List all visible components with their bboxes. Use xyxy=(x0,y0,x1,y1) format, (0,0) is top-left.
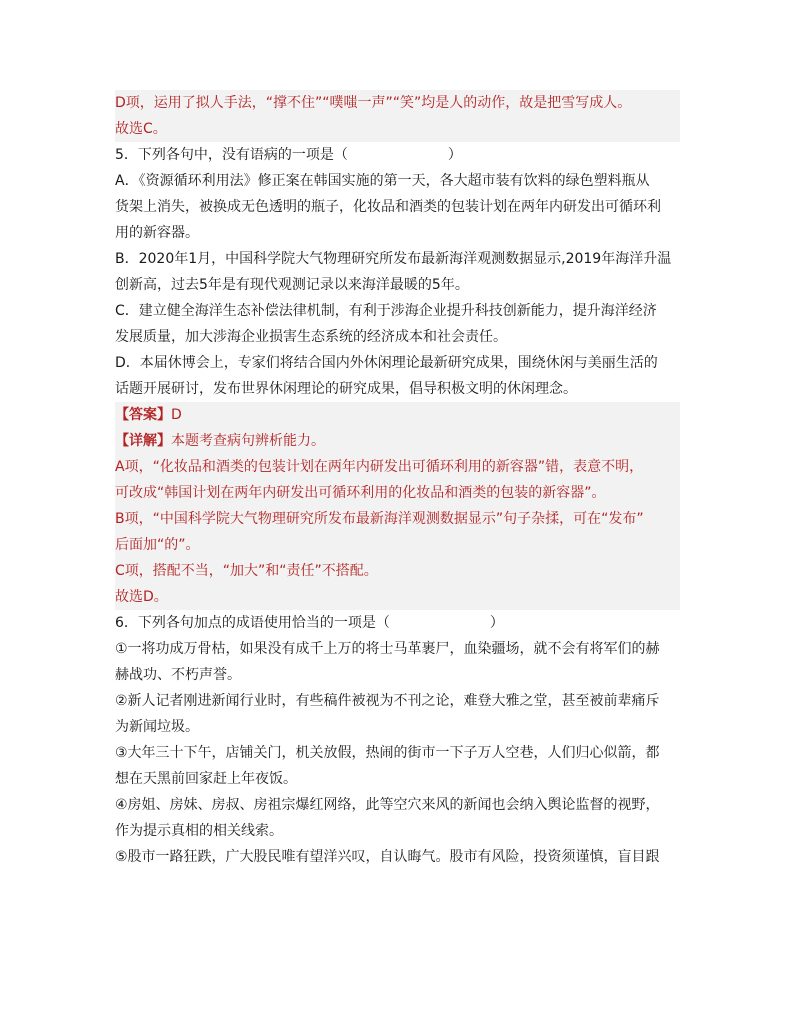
explanation-line: C项，搭配不当，“加大”和“责任”不搭配。 xyxy=(115,563,378,579)
explanation-line: B项，“中国科学院大气物理研究所发布最新海洋观测数据显示”句子杂揉，可在“发布” xyxy=(115,511,644,527)
option-line: 用的新容器。 xyxy=(115,225,199,241)
sentence-line: 为新闻垃圾。 xyxy=(115,719,199,735)
option-line: C．建立健全海洋生态补偿法律机制，有利于涉海企业提升科技创新能力，提升海洋经济 xyxy=(115,303,657,319)
detail-label: 【详解】 xyxy=(115,433,171,449)
option-line: A．《资源循环利用法》修正案在韩国实施的第一天，各大超市装有饮料的绿色塑料瓶从 xyxy=(115,173,650,189)
prev-explanation-line: D项，运用了拟人手法，“撑不住”“噗嗤一声”“笑”均是人的动作，故是把雪写成人。 xyxy=(115,95,632,111)
option-line: D．本届休博会上，专家们将结合国内外休闲理论最新研究成果，围绕休闲与美丽生活的 xyxy=(115,355,658,371)
option-line: 货架上消失，被换成无色透明的瓶子，化妆品和酒类的包装计划在两年内研发出可循环利 xyxy=(115,199,661,215)
sentence-line: ⑤股市一路狂跌，广大股民唯有望洋兴叹，自认晦气。股市有风险，投资须谨慎，盲目跟 xyxy=(115,849,660,865)
question-6-stem-prefix: 6．下列各句加点的成语使用恰当的一项是（ xyxy=(115,615,390,631)
sentence-line: 作为提示真相的相关线索。 xyxy=(115,823,283,839)
sentence-line: ②新人记者刚进新闻行业时，有些稿件被视为不刊之论，难登大雅之堂，甚至被前辈痛斥 xyxy=(115,693,660,709)
explanation-line: 后面加“的”。 xyxy=(115,537,200,553)
prev-explanation-line: 故选C。 xyxy=(115,121,167,137)
sentence-item-4 xyxy=(115,792,680,844)
explanation-line: A项，“化妆品和酒类的包装计划在两年内研发出可循环利用的新容器”错，表意不明， xyxy=(115,459,644,475)
detail-line xyxy=(115,428,680,454)
sentence-line: ④房姐、房妹、房叔、房祖宗爆红网络，此等空穴来风的新闻也会纳入舆论监督的视野， xyxy=(115,797,660,813)
question-6-stem-suffix: ） xyxy=(489,615,504,631)
sentence-line: 想在天黑前回家赶上年夜饭。 xyxy=(115,771,297,787)
sentence-item-3 xyxy=(115,740,680,792)
option-a xyxy=(115,168,680,246)
option-b xyxy=(115,246,680,298)
detail-text: 本题考查病句辨析能力。 xyxy=(171,433,325,449)
option-c xyxy=(115,298,680,350)
explanation-line: 故选D。 xyxy=(115,589,168,605)
sentence-item-1 xyxy=(115,636,680,688)
sentence-line: ①一将功成万骨枯，如果没有成千上万的将士马革裹尸，血染疆场，就不会有将军们的赫 xyxy=(115,641,660,657)
answer-value: D xyxy=(171,407,182,423)
sentence-item-2 xyxy=(115,688,680,740)
question-6 xyxy=(115,610,680,870)
option-line: B．2020年1月，中国科学院大气物理研究所发布最新海洋观测数据显示,2019年海洋升温 xyxy=(115,251,672,267)
sentence-item-5 xyxy=(115,844,680,870)
question-5-stem-suffix: ） xyxy=(447,147,462,163)
explanation-line: 可改成“韩国计划在两年内研发出可循环利用的化妆品和酒类的包装的新容器”。 xyxy=(115,485,606,501)
sentence-line: 赫战功、不朽声誉。 xyxy=(115,667,241,683)
question-5-answer-block xyxy=(115,402,680,610)
prev-explanation-block xyxy=(115,90,680,142)
option-line: 发展质量，加大涉海企业损害生态系统的经济成本和社会责任。 xyxy=(115,329,507,345)
option-d xyxy=(115,350,680,402)
question-5-stem xyxy=(115,142,680,168)
question-5-stem-prefix: 5．下列各句中，没有语病的一项是（ xyxy=(115,147,348,163)
option-line: 创新高，过去5年是有现代观测记录以来海洋最暖的5年。 xyxy=(115,277,469,293)
option-line: 话题开展研讨，发布世界休闲理论的研究成果，倡导积极文明的休闲理念。 xyxy=(115,381,577,397)
sentence-line: ③大年三十下午，店铺关门，机关放假，热闹的街市一下子万人空巷，人们归心似箭，都 xyxy=(115,745,660,761)
answer-label: 【答案】 xyxy=(115,407,171,423)
question-6-stem xyxy=(115,610,680,636)
document-page xyxy=(115,90,680,870)
answer-line xyxy=(115,402,680,428)
question-5 xyxy=(115,142,680,402)
